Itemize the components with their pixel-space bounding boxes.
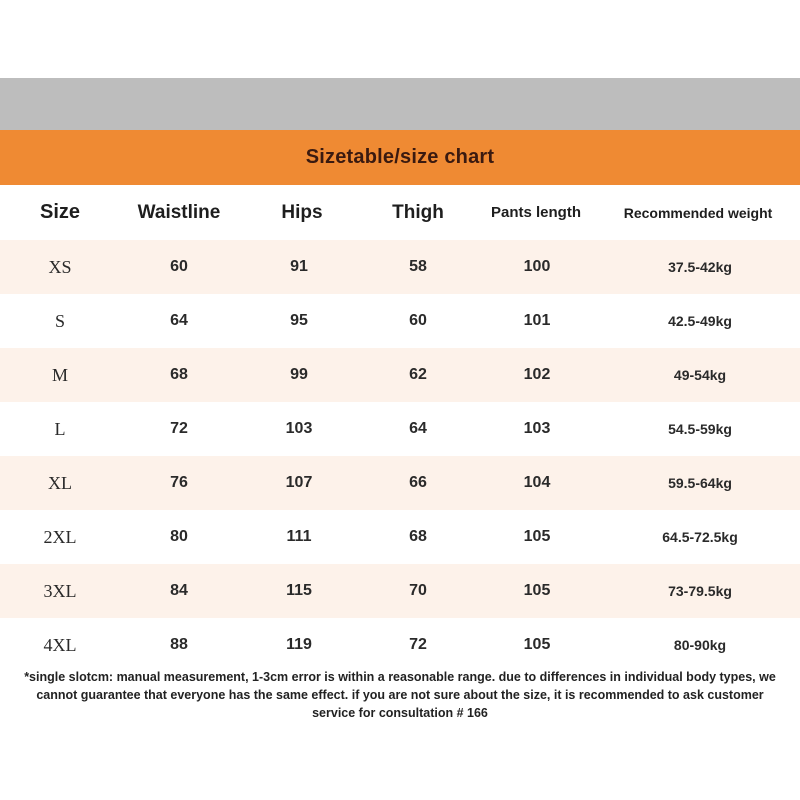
hips-cell: 91 <box>290 258 308 275</box>
footnote: *single slotcm: manual measurement, 1-3cm error is within a reasonable range. due to differences in individual body types, we cannot guarantee that everyone has the same effect. if you are not sure about the size, it is recommended to ask customer service for consultation # 166 <box>24 670 776 720</box>
thigh-cell: 60 <box>409 312 427 329</box>
header-pants-length: Pants length <box>490 204 582 221</box>
size-cell: M <box>51 364 69 385</box>
weight-cell: 80-90kg <box>673 637 727 653</box>
weight-cell: 64.5-72.5kg <box>662 529 738 545</box>
hips-cell: 95 <box>290 312 308 329</box>
size-cell: XL <box>48 472 72 493</box>
table-row <box>0 456 800 510</box>
size-table-body <box>0 240 800 672</box>
table-row <box>0 348 800 402</box>
hips-cell: 103 <box>285 420 313 437</box>
waistline-cell: 88 <box>170 636 188 653</box>
pants-length-cell: 105 <box>523 528 551 545</box>
weight-cell: 37.5-42kg <box>668 259 732 275</box>
size-cell: S <box>54 310 66 331</box>
header-size: Size <box>39 201 81 223</box>
pants-length-cell: 101 <box>523 312 551 329</box>
thigh-cell: 58 <box>409 258 427 275</box>
weight-cell: 49-54kg <box>673 367 727 383</box>
weight-cell: 59.5-64kg <box>668 475 732 491</box>
waistline-cell: 72 <box>170 420 188 437</box>
waistline-cell: 80 <box>170 528 188 545</box>
waistline-cell: 84 <box>170 582 188 599</box>
size-cell: 3XL <box>43 580 77 601</box>
table-row <box>0 618 800 672</box>
header-hips: Hips <box>281 201 323 223</box>
table-row <box>0 402 800 456</box>
header-recommended-weight: Recommended weight <box>623 204 773 221</box>
pants-length-cell: 105 <box>523 582 551 599</box>
table-row <box>0 564 800 618</box>
pants-length-cell: 103 <box>523 420 551 437</box>
pants-length-cell: 104 <box>523 474 551 491</box>
pants-length-cell: 102 <box>523 366 551 383</box>
hips-cell: 111 <box>286 528 312 545</box>
hips-cell: 115 <box>286 582 312 599</box>
header-waistline: Waistline <box>137 201 221 223</box>
table-row <box>0 240 800 294</box>
waistline-cell: 60 <box>170 258 188 275</box>
hips-cell: 119 <box>286 636 312 653</box>
size-cell: XS <box>48 256 72 277</box>
waistline-cell: 64 <box>170 312 188 329</box>
pants-length-cell: 100 <box>523 258 551 275</box>
hips-cell: 99 <box>290 366 308 383</box>
chart-title: Sizetable/size chart <box>305 146 495 168</box>
pants-length-cell: 105 <box>523 636 551 653</box>
top-gray-band <box>0 78 800 130</box>
thigh-cell: 68 <box>409 528 427 545</box>
size-cell: L <box>54 418 66 439</box>
thigh-cell: 62 <box>409 366 427 383</box>
title-banner <box>0 130 800 185</box>
size-cell: 4XL <box>43 634 77 655</box>
weight-cell: 42.5-49kg <box>668 313 732 329</box>
table-header <box>0 185 800 240</box>
waistline-cell: 68 <box>170 366 188 383</box>
thigh-cell: 64 <box>409 420 427 437</box>
thigh-cell: 72 <box>409 636 427 653</box>
hips-cell: 107 <box>285 474 313 491</box>
thigh-cell: 70 <box>409 582 427 599</box>
header-thigh: Thigh <box>392 201 444 223</box>
size-cell: 2XL <box>43 526 77 547</box>
thigh-cell: 66 <box>409 474 427 491</box>
table-row <box>0 294 800 348</box>
waistline-cell: 76 <box>170 474 188 491</box>
weight-cell: 73-79.5kg <box>668 583 732 599</box>
weight-cell: 54.5-59kg <box>668 421 732 437</box>
table-row <box>0 510 800 564</box>
